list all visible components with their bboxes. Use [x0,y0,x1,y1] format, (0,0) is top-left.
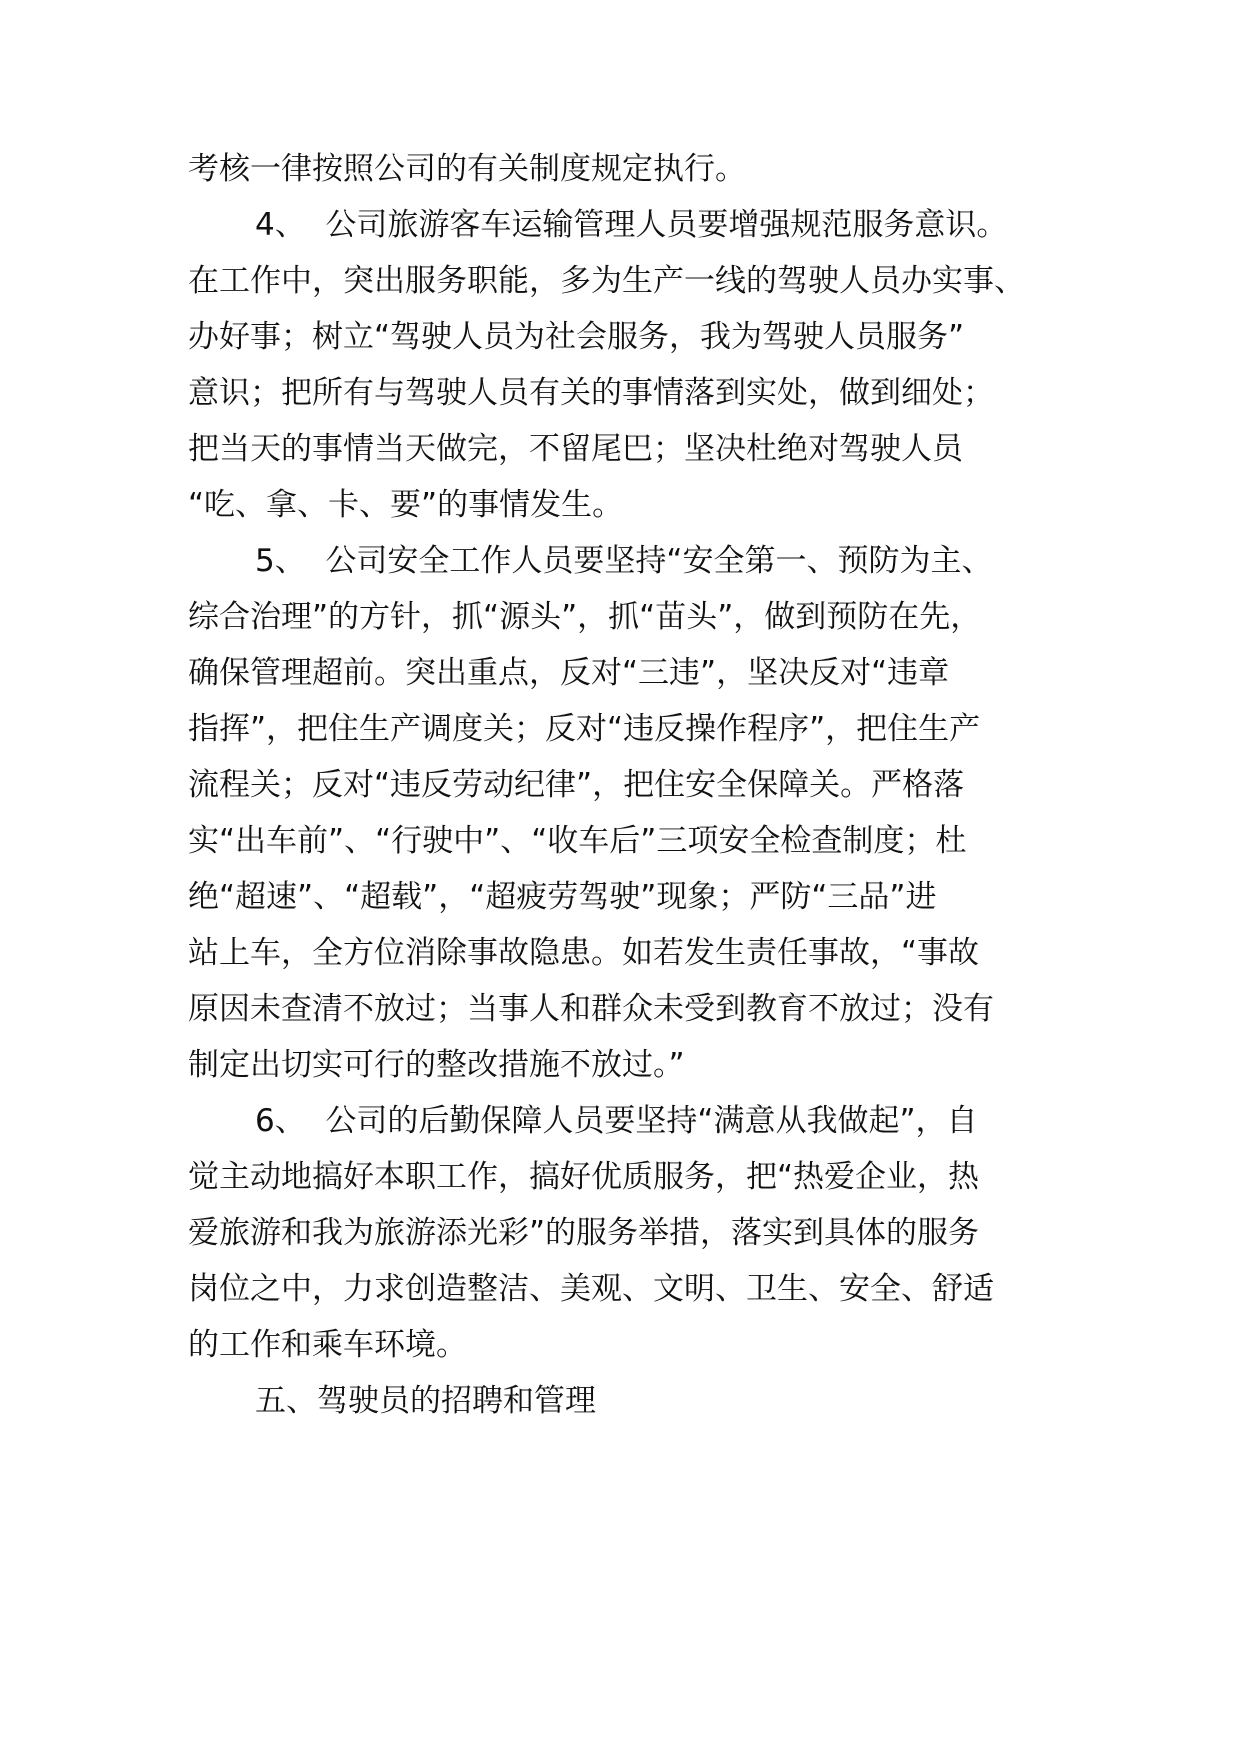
body-text-line: 办好事；树立“驾驶人员为社会服务，我为驾驶人员服务” [188,319,965,355]
body-text-line: 确保管理超前。突出重点，反对“三违”，坚决反对“违章 [188,655,950,691]
body-text-line: 原因未查清不放过；当事人和群众未受到教育不放过；没有 [188,991,994,1027]
paragraph-4-first-line: 4、 公司旅游客车运输管理人员要增强规范服务意识。 [255,207,1008,243]
body-text-line: 意识；把所有与驾驶人员有关的事情落到实处，做到细处； [188,375,994,411]
paragraph-5-first-line: 5、 公司安全工作人员要坚持“安全第一、预防为主、 [255,543,993,579]
body-text-line: 考核一律按照公司的有关制度规定执行。 [188,151,746,187]
paragraph-6-first-line: 6、 公司的后勤保障人员要坚持“满意从我做起”，自 [255,1103,978,1139]
section-heading: 五、驾驶员的招聘和管理 [255,1383,596,1419]
body-text-line: 觉主动地搞好本职工作，搞好优质服务，把“热爱企业，热 [188,1159,980,1195]
body-text-line: 实“出车前”、“行驶中”、“收车后”三项安全检查制度；杜 [188,823,967,859]
body-text-line: 站上车，全方位消除事故隐患。如若发生责任事故，“事故 [188,935,980,971]
body-text-line: 绝“超速”、“超载”，“超疲劳驾驶”现象；严防“三品”进 [188,879,937,915]
body-text-line: 综合治理”的方针，抓“源头”，抓“苗头”，做到预防在先， [188,599,982,635]
body-text-line: 爱旅游和我为旅游添光彩”的服务举措，落实到具体的服务 [188,1215,980,1251]
body-text-line: “吃、拿、卡、要”的事情发生。 [188,487,624,523]
body-text-line: 在工作中，突出服务职能，多为生产一线的驾驶人员办实事、 [188,263,1025,299]
body-text-line: 流程关；反对“违反劳动纪律”，把住安全保障关。严格落 [188,767,965,803]
body-text-line: 的工作和乘车环境。 [188,1327,467,1363]
body-text-line: 岗位之中，力求创造整洁、美观、文明、卫生、安全、舒适 [188,1271,994,1307]
body-text-line: 把当天的事情当天做完，不留尾巴；坚决杜绝对驾驶人员 [188,431,963,467]
body-text-line: 制定出切实可行的整改措施不放过。” [188,1047,685,1083]
body-text-line: 指挥”，把住生产调度关；反对“违反操作程序”，把住生产 [188,711,981,747]
